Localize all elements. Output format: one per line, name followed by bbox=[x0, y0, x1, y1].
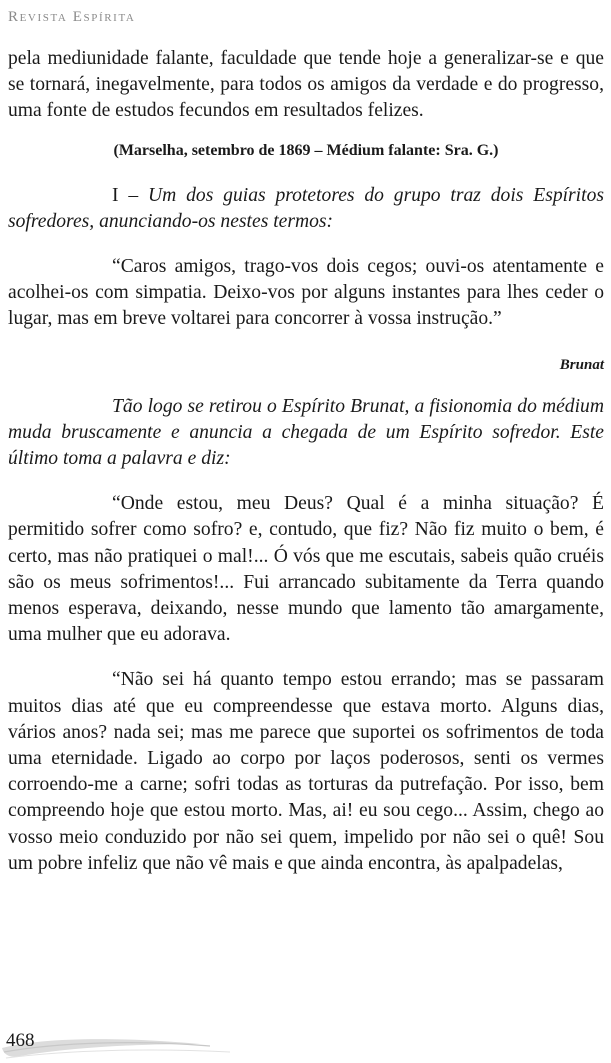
intro-italic-text: Um dos guias protetores do grupo traz dois Espíritos sofredores, anunciando-os nestes termos: bbox=[8, 184, 604, 232]
paragraph-quote-spirit-1: “Onde estou, meu Deus? Qual é a minha situação? É permitido sofrer como sofro? e, contudo, que fiz? Não fiz muito o bem, é certo, mas não pratiquei o mal!... Ó vós que me escutais, sabeis quão cruéis são os meus sofrimentos!... Fui arrancado subitamente da Terra quando menos esperava, deixando, nesse mundo que lamento tão amargamente, uma mulher que eu adorava. bbox=[8, 493, 604, 646]
signature-brunat: Brunat bbox=[559, 356, 604, 373]
swoosh-ornament-icon bbox=[0, 1022, 260, 1063]
paragraph-narration: Tão logo se retirou o Espírito Brunat, a fisionomia do médium muda bruscamente e anuncia a chegada de um Espírito sofredor. Este último toma a palavra e diz: bbox=[8, 395, 604, 470]
page-footer bbox=[0, 1022, 611, 1063]
page-number: 468 bbox=[6, 1030, 35, 1051]
paragraph-continuation: pela mediunidade falante, faculdade que tende hoje a generalizar-se e que se tornará, inegavelmente, para todos os amigos da verdade e do progresso, uma fonte de estudos fecundos em resultados felizes. bbox=[8, 48, 604, 122]
page-body bbox=[8, 46, 604, 877]
running-header: Revista Espírita bbox=[8, 9, 136, 25]
roman-numeral: I – bbox=[112, 184, 148, 206]
paragraph-intro bbox=[8, 183, 604, 235]
paragraph-quote-spirit-2: “Não sei há quanto tempo estou errando; mas se passaram muitos dias até que eu compreendesse que estava morto. Alguns dias, vários anos? nada sei; mas me parece que suportei os sofrimentos de toda uma eternidade. Ligado ao corpo por laços poderosos, senti os vermes corroendo-me a carne; sofri todas as torturas da putrefação. Por isso, bem compreendo hoje que estou morto. Mas, ai! eu sou cego... Assim, chego ao vosso meio conduzido por não sei quem, impelido por não sei o quê! Sou um pobre infeliz que não vê mais e que ainda encontra, às apalpadelas, bbox=[8, 669, 604, 874]
paragraph-quote-guide: “Caros amigos, trago-vos dois cegos; ouvi-os atentamente e acolhei-os com simpatia. Deixo-vos por alguns instantes para lhes ceder o lugar, mas em breve voltarei para concorrer à vossa instrução.” bbox=[8, 256, 604, 330]
session-caption: (Marselha, setembro de 1869 – Médium falante: Sra. G.) bbox=[113, 141, 499, 159]
